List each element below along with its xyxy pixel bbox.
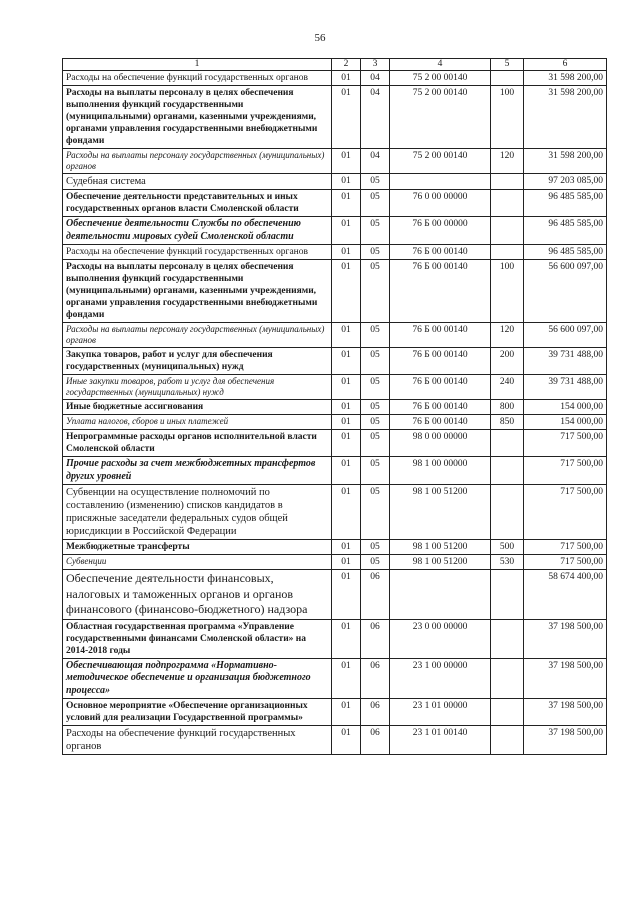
amount-cell: 717 500,00 [524, 540, 607, 555]
expense-type-cell: 100 [491, 86, 524, 149]
expense-name-cell: Расходы на выплаты персоналу в целях обеспечения выполнения функций государственными (муниципальными) органами, казенными учреждениями, органами управления государственными внебюджетными фондами [63, 86, 332, 149]
target-article-cell: 76 Б 00 00140 [390, 348, 491, 375]
amount-cell: 717 500,00 [524, 430, 607, 457]
expense-name-cell: Расходы на обеспечение функций государственных органов [63, 245, 332, 260]
expense-name-cell: Межбюджетные трансферты [63, 540, 332, 555]
column-header: 5 [491, 59, 524, 71]
section-code-cell: 01 [332, 217, 361, 245]
section-code-cell: 01 [332, 323, 361, 348]
subsection-code-cell: 04 [361, 149, 390, 174]
column-header: 6 [524, 59, 607, 71]
subsection-code-cell: 06 [361, 619, 390, 658]
section-code-cell: 01 [332, 430, 361, 457]
target-article-cell: 76 Б 00 00140 [390, 323, 491, 348]
subsection-code-cell: 05 [361, 415, 390, 430]
expense-type-cell: 240 [491, 375, 524, 400]
expense-type-cell [491, 174, 524, 190]
section-code-cell: 01 [332, 540, 361, 555]
section-code-cell: 01 [332, 699, 361, 726]
section-code-cell: 01 [332, 190, 361, 217]
expense-type-cell: 100 [491, 260, 524, 323]
table-row [63, 485, 607, 540]
table-row [63, 149, 607, 174]
target-article-cell: 76 Б 00 00140 [390, 260, 491, 323]
amount-cell: 56 600 097,00 [524, 323, 607, 348]
section-code-cell: 01 [332, 619, 361, 658]
section-code-cell: 01 [332, 726, 361, 755]
amount-cell: 58 674 400,00 [524, 570, 607, 620]
expense-name-cell: Уплата налогов, сборов и иных платежей [63, 415, 332, 430]
target-article-cell: 76 0 00 00000 [390, 190, 491, 217]
column-header: 1 [63, 59, 332, 71]
amount-cell: 717 500,00 [524, 555, 607, 570]
expense-name-cell: Расходы на выплаты персоналу государственных (муниципальных) органов [63, 323, 332, 348]
table-row [63, 726, 607, 755]
section-code-cell: 01 [332, 86, 361, 149]
expense-type-cell: 800 [491, 400, 524, 415]
target-article-cell [390, 174, 491, 190]
amount-cell: 37 198 500,00 [524, 619, 607, 658]
expense-name-cell: Расходы на выплаты персоналу в целях обеспечения выполнения функций государственными (муниципальными) органами, казенными учреждениями, органами управления государственными внебюджетными фондами [63, 260, 332, 323]
section-code-cell: 01 [332, 149, 361, 174]
expense-type-cell [491, 699, 524, 726]
target-article-cell: 75 2 00 00140 [390, 149, 491, 174]
section-code-cell: 01 [332, 260, 361, 323]
expense-type-cell [491, 570, 524, 620]
amount-cell: 96 485 585,00 [524, 217, 607, 245]
subsection-code-cell: 06 [361, 699, 390, 726]
expense-name-cell: Судебная система [63, 174, 332, 190]
expense-type-cell [491, 245, 524, 260]
table-row [63, 540, 607, 555]
section-code-cell: 01 [332, 400, 361, 415]
target-article-cell: 98 1 00 51200 [390, 540, 491, 555]
expense-name-cell: Областная государственная программа «Управление государственными финансами Смоленской области» на 2014-2018 годы [63, 619, 332, 658]
section-code-cell: 01 [332, 457, 361, 485]
section-code-cell: 01 [332, 570, 361, 620]
table-row [63, 348, 607, 375]
expense-type-cell [491, 485, 524, 540]
table-header-row [63, 59, 607, 71]
subsection-code-cell: 06 [361, 570, 390, 620]
target-article-cell: 98 1 00 51200 [390, 485, 491, 540]
target-article-cell: 23 1 00 00000 [390, 658, 491, 699]
expense-type-cell [491, 726, 524, 755]
expense-name-cell: Обеспечение деятельности финансовых, налоговых и таможенных органов и органов финансового (финансово-бюджетного) надзора [63, 570, 332, 620]
target-article-cell: 76 Б 00 00000 [390, 217, 491, 245]
subsection-code-cell: 04 [361, 86, 390, 149]
table-row [63, 555, 607, 570]
expense-name-cell: Иные закупки товаров, работ и услуг для обеспечения государственных (муниципальных) нужд [63, 375, 332, 400]
column-header: 3 [361, 59, 390, 71]
table-row [63, 658, 607, 699]
subsection-code-cell: 05 [361, 323, 390, 348]
expense-name-cell: Расходы на обеспечение функций государственных органов [63, 726, 332, 755]
subsection-code-cell: 05 [361, 555, 390, 570]
target-article-cell: 98 1 00 00000 [390, 457, 491, 485]
section-code-cell: 01 [332, 71, 361, 86]
table-row [63, 86, 607, 149]
target-article-cell: 76 Б 00 00140 [390, 375, 491, 400]
expense-type-cell: 530 [491, 555, 524, 570]
expense-name-cell: Субвенции на осуществление полномочий по составлению (изменению) списков кандидатов в присяжные заседатели федеральных судов общей юрисдикции в Российской Федерации [63, 485, 332, 540]
target-article-cell: 76 Б 00 00140 [390, 400, 491, 415]
section-code-cell: 01 [332, 245, 361, 260]
expense-name-cell: Закупка товаров, работ и услуг для обеспечения государственных (муниципальных) нужд [63, 348, 332, 375]
subsection-code-cell: 05 [361, 217, 390, 245]
table-row [63, 323, 607, 348]
target-article-cell: 75 2 00 00140 [390, 71, 491, 86]
subsection-code-cell: 06 [361, 658, 390, 699]
subsection-code-cell: 05 [361, 430, 390, 457]
expense-name-cell: Обеспечение деятельности Службы по обеспечению деятельности мировых судей Смоленской области [63, 217, 332, 245]
amount-cell: 717 500,00 [524, 457, 607, 485]
target-article-cell: 75 2 00 00140 [390, 86, 491, 149]
target-article-cell: 98 0 00 00000 [390, 430, 491, 457]
table-row [63, 375, 607, 400]
table-row [63, 430, 607, 457]
expense-type-cell: 120 [491, 149, 524, 174]
expense-name-cell: Обеспечивающая подпрограмма «Нормативно-методическое обеспечение и организация бюджетного процесса» [63, 658, 332, 699]
target-article-cell: 23 1 01 00140 [390, 726, 491, 755]
page-number: 56 [314, 32, 326, 44]
subsection-code-cell: 04 [361, 71, 390, 86]
target-article-cell: 76 Б 00 00140 [390, 415, 491, 430]
expense-type-cell: 500 [491, 540, 524, 555]
expense-type-cell [491, 217, 524, 245]
amount-cell: 31 598 200,00 [524, 149, 607, 174]
expense-name-cell: Иные бюджетные ассигнования [63, 400, 332, 415]
subsection-code-cell: 05 [361, 174, 390, 190]
subsection-code-cell: 05 [361, 245, 390, 260]
subsection-code-cell: 05 [361, 400, 390, 415]
amount-cell: 56 600 097,00 [524, 260, 607, 323]
expense-type-cell [491, 457, 524, 485]
amount-cell: 154 000,00 [524, 400, 607, 415]
amount-cell: 154 000,00 [524, 415, 607, 430]
table-row [63, 699, 607, 726]
subsection-code-cell: 05 [361, 540, 390, 555]
amount-cell: 31 598 200,00 [524, 86, 607, 149]
amount-cell: 37 198 500,00 [524, 699, 607, 726]
section-code-cell: 01 [332, 174, 361, 190]
section-code-cell: 01 [332, 348, 361, 375]
target-article-cell: 23 1 01 00000 [390, 699, 491, 726]
column-header: 2 [332, 59, 361, 71]
expense-type-cell [491, 190, 524, 217]
section-code-cell: 01 [332, 485, 361, 540]
section-code-cell: 01 [332, 375, 361, 400]
subsection-code-cell: 05 [361, 190, 390, 217]
section-code-cell: 01 [332, 555, 361, 570]
target-article-cell: 76 Б 00 00140 [390, 245, 491, 260]
target-article-cell: 98 1 00 51200 [390, 555, 491, 570]
amount-cell: 39 731 488,00 [524, 375, 607, 400]
target-article-cell: 23 0 00 00000 [390, 619, 491, 658]
expense-type-cell [491, 430, 524, 457]
subsection-code-cell: 05 [361, 348, 390, 375]
expense-name-cell: Непрограммные расходы органов исполнительной власти Смоленской области [63, 430, 332, 457]
table-row [63, 415, 607, 430]
amount-cell: 96 485 585,00 [524, 190, 607, 217]
table-row [63, 190, 607, 217]
amount-cell: 31 598 200,00 [524, 71, 607, 86]
expense-name-cell: Расходы на выплаты персоналу государственных (муниципальных) органов [63, 149, 332, 174]
budget-table [62, 58, 607, 755]
amount-cell: 39 731 488,00 [524, 348, 607, 375]
table-body [63, 71, 607, 755]
section-code-cell: 01 [332, 658, 361, 699]
section-code-cell: 01 [332, 415, 361, 430]
table-row [63, 400, 607, 415]
table-row [63, 260, 607, 323]
expense-type-cell [491, 658, 524, 699]
subsection-code-cell: 05 [361, 485, 390, 540]
table-row [63, 570, 607, 620]
table-row [63, 457, 607, 485]
table-row [63, 71, 607, 86]
expense-type-cell: 850 [491, 415, 524, 430]
amount-cell: 717 500,00 [524, 485, 607, 540]
column-header: 4 [390, 59, 491, 71]
expense-name-cell: Основное мероприятие «Обеспечение организационных условий для реализации Государственной программы» [63, 699, 332, 726]
subsection-code-cell: 05 [361, 457, 390, 485]
target-article-cell [390, 570, 491, 620]
expense-name-cell: Субвенции [63, 555, 332, 570]
expense-type-cell: 120 [491, 323, 524, 348]
expense-type-cell: 200 [491, 348, 524, 375]
expense-name-cell: Расходы на обеспечение функций государственных органов [63, 71, 332, 86]
amount-cell: 97 203 085,00 [524, 174, 607, 190]
table-row [63, 174, 607, 190]
table-row [63, 619, 607, 658]
table-row [63, 245, 607, 260]
amount-cell: 37 198 500,00 [524, 726, 607, 755]
expense-name-cell: Обеспечение деятельности представительных и иных государственных органов власти Смоленской области [63, 190, 332, 217]
expense-name-cell: Прочие расходы за счет межбюджетных трансфертов других уровней [63, 457, 332, 485]
expense-type-cell [491, 71, 524, 86]
amount-cell: 96 485 585,00 [524, 245, 607, 260]
table-row [63, 217, 607, 245]
subsection-code-cell: 05 [361, 260, 390, 323]
subsection-code-cell: 05 [361, 375, 390, 400]
expense-type-cell [491, 619, 524, 658]
subsection-code-cell: 06 [361, 726, 390, 755]
amount-cell: 37 198 500,00 [524, 658, 607, 699]
